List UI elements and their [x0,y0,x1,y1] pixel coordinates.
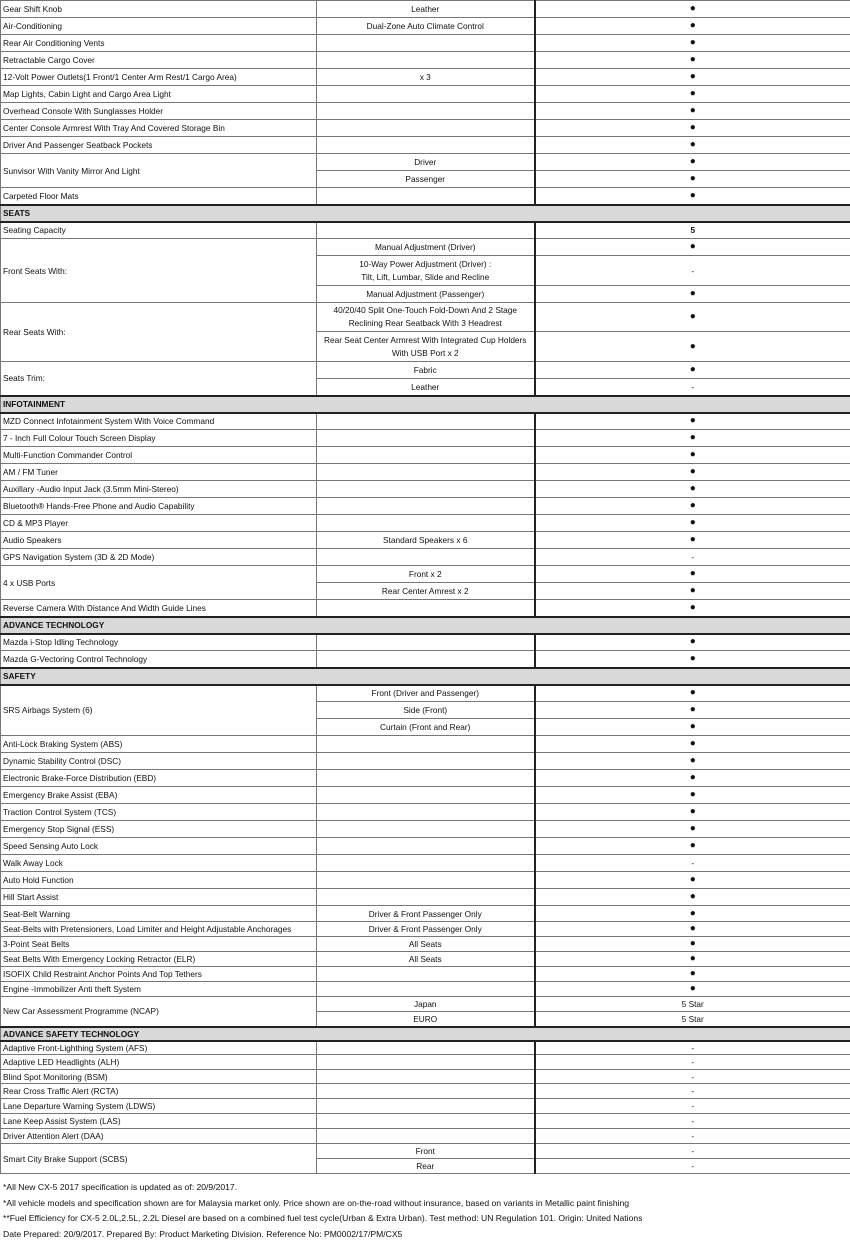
feature-detail [317,103,535,120]
section-header-row [1,396,850,413]
section-header: ADVANCE SAFETY TECHNOLOGY [1,1027,850,1041]
feature-detail-line: Reclining Rear Seatback With 3 Headrest [319,317,532,330]
feature-name: Retractable Cargo Cover [1,52,317,69]
table-row [1,362,850,379]
feature-detail [317,447,535,464]
feature-value: ● [535,69,850,86]
table-row [1,736,850,753]
section-header: ADVANCE TECHNOLOGY [1,617,850,634]
feature-name: Seating Capacity [1,222,317,239]
feature-name: Mazda i-Stop Idling Technology [1,634,317,651]
feature-value: ● [535,413,850,430]
feature-detail: Curtain (Front and Rear) [317,719,535,736]
feature-name: Traction Control System (TCS) [1,804,317,821]
feature-name: Sunvisor With Vanity Mirror And Light [1,154,317,188]
feature-name: Seat-Belt Warning [1,906,317,922]
feature-name: Bluetooth® Hands-Free Phone and Audio Capability [1,498,317,515]
feature-name: Adaptive Front-Lighthing System (AFS) [1,1041,317,1055]
feature-name: ISOFIX Child Restraint Anchor Points And Top Tethers [1,967,317,982]
spec-table-body [1,1,850,1174]
feature-value: ● [535,651,850,668]
table-row [1,1099,850,1114]
table-row [1,804,850,821]
feature-value: ● [535,719,850,736]
feature-name: Carpeted Floor Mats [1,188,317,205]
feature-value: ● [535,838,850,855]
feature-value: ● [535,171,850,188]
feature-detail [317,872,535,889]
feature-detail [317,1114,535,1129]
table-row [1,498,850,515]
table-row [1,787,850,804]
feature-name: 7 - Inch Full Colour Touch Screen Display [1,430,317,447]
feature-name: GPS Navigation System (3D & 2D Mode) [1,549,317,566]
feature-name: Reverse Camera With Distance And Width Guide Lines [1,600,317,617]
feature-name: SRS Airbags System (6) [1,685,317,736]
feature-value: ● [535,583,850,600]
feature-name: Rear Cross Traffic Alert (RCTA) [1,1084,317,1099]
feature-value: ● [535,821,850,838]
feature-detail: Rear [317,1159,535,1174]
table-row [1,188,850,205]
feature-name: AM / FM Tuner [1,464,317,481]
feature-value: - [535,1084,850,1099]
feature-value: ● [535,86,850,103]
feature-detail-line: 10-Way Power Adjustment (Driver) : [319,258,532,271]
table-row [1,922,850,937]
feature-name: Overhead Console With Sunglasses Holder [1,103,317,120]
table-row [1,103,850,120]
feature-name: Front Seats With: [1,239,317,303]
feature-value: ● [535,872,850,889]
table-row [1,982,850,997]
feature-name: Seat Belts With Emergency Locking Retractor (ELR) [1,952,317,967]
footnote-line: *All vehicle models and specification shown are for Malaysia market only. Price shown are on-the-road without insurance, based on variants in Metallic paint finishing [3,1196,642,1212]
feature-detail [317,1070,535,1084]
feature-detail-line: Rear Seat Center Armrest With Integrated Cup Holders [319,334,532,347]
feature-value: 5 [535,222,850,239]
table-row [1,952,850,967]
footnote-line: Date Prepared: 20/9/2017. Prepared By: Product Marketing Division. Reference No: PM0002/17/PM/CX5 [3,1227,642,1242]
feature-detail [317,770,535,787]
table-row [1,1144,850,1159]
feature-value: ● [535,1,850,18]
feature-detail: Front [317,1144,535,1159]
feature-detail: Side (Front) [317,702,535,719]
feature-value: ● [535,906,850,922]
feature-detail: Fabric [317,362,535,379]
feature-detail [317,1129,535,1144]
feature-detail [317,222,535,239]
feature-value: 5 Star [535,1012,850,1027]
feature-name: Audio Speakers [1,532,317,549]
feature-detail: Manual Adjustment (Passenger) [317,286,535,303]
feature-detail [317,967,535,982]
table-row [1,855,850,872]
feature-name: Hill Start Assist [1,889,317,906]
feature-detail [317,1055,535,1070]
table-row [1,872,850,889]
table-row [1,997,850,1012]
feature-name: Rear Seats With: [1,303,317,362]
feature-value: - [535,549,850,566]
feature-value: ● [535,804,850,821]
table-row [1,821,850,838]
feature-detail: Passenger [317,171,535,188]
feature-value: ● [535,736,850,753]
feature-detail: Leather [317,1,535,18]
feature-name: CD & MP3 Player [1,515,317,532]
feature-name: Walk Away Lock [1,855,317,872]
table-row [1,937,850,952]
feature-value: ● [535,787,850,804]
table-row [1,906,850,922]
feature-name: Driver Attention Alert (DAA) [1,1129,317,1144]
feature-detail: Driver [317,154,535,171]
feature-value: 5 Star [535,997,850,1012]
feature-name: Air-Conditioning [1,18,317,35]
table-row [1,566,850,583]
feature-value: ● [535,137,850,154]
table-row [1,413,850,430]
feature-name: Engine -Immobilizer Anti theft System [1,982,317,997]
table-row [1,69,850,86]
feature-detail: Manual Adjustment (Driver) [317,239,535,256]
feature-detail [317,982,535,997]
feature-detail: Rear Center Amrest x 2 [317,583,535,600]
feature-value: - [535,1144,850,1159]
feature-value: - [535,1041,850,1055]
feature-name: Blind Spot Monitoring (BSM) [1,1070,317,1084]
table-row [1,52,850,69]
feature-detail-line: 40/20/40 Split One-Touch Fold-Down And 2 Stage [319,304,532,317]
section-header: SEATS [1,205,850,222]
feature-detail: Front x 2 [317,566,535,583]
feature-value: ● [535,600,850,617]
feature-detail [317,889,535,906]
feature-detail [317,303,535,332]
feature-detail [317,137,535,154]
table-row [1,430,850,447]
table-row [1,889,850,906]
feature-value: ● [535,967,850,982]
section-header-row [1,1027,850,1041]
table-row [1,35,850,52]
feature-detail [317,753,535,770]
feature-detail [317,1084,535,1099]
table-row [1,600,850,617]
table-row [1,481,850,498]
feature-detail [317,600,535,617]
feature-value: ● [535,566,850,583]
feature-value: ● [535,952,850,967]
feature-value: ● [535,18,850,35]
feature-value: ● [535,498,850,515]
feature-value: ● [535,532,850,549]
feature-value: ● [535,634,850,651]
feature-value: ● [535,889,850,906]
feature-name: Seats Trim: [1,362,317,396]
feature-name: Speed Sensing Auto Lock [1,838,317,855]
feature-detail: Japan [317,997,535,1012]
feature-value: - [535,1129,850,1144]
feature-detail [317,515,535,532]
table-row [1,18,850,35]
table-row [1,515,850,532]
feature-detail [317,86,535,103]
table-row [1,549,850,566]
feature-detail [317,838,535,855]
feature-detail: EURO [317,1012,535,1027]
table-row [1,137,850,154]
feature-detail [317,549,535,566]
feature-name: Gear Shift Knob [1,1,317,18]
feature-value: ● [535,239,850,256]
table-row [1,753,850,770]
feature-value: ● [535,982,850,997]
feature-detail [317,120,535,137]
feature-value: ● [535,103,850,120]
table-row [1,838,850,855]
table-row [1,685,850,702]
section-header-row [1,617,850,634]
feature-name: 12-Volt Power Outlets(1 Front/1 Center Arm Rest/1 Cargo Area) [1,69,317,86]
feature-detail: All Seats [317,937,535,952]
feature-detail [317,736,535,753]
table-row [1,967,850,982]
feature-name: Emergency Stop Signal (ESS) [1,821,317,838]
footnote-line: **Fuel Efficiency for CX-5 2.0L,2.5L, 2.2L Diesel are based on a combined fuel test cycle(Urban & Extra Urban). Test method: UN Regulation 101. Origin: United Nations [3,1211,642,1227]
table-row [1,770,850,787]
feature-detail [317,35,535,52]
feature-name: Auxillary -Audio Input Jack (3.5mm Mini-Stereo) [1,481,317,498]
feature-name: Lane Keep Assist System (LAS) [1,1114,317,1129]
feature-name: Multi-Function Commander Control [1,447,317,464]
table-row [1,154,850,171]
table-row [1,1129,850,1144]
table-row [1,86,850,103]
feature-value: ● [535,447,850,464]
feature-value: ● [535,770,850,787]
feature-name: New Car Assessment Programme (NCAP) [1,997,317,1027]
table-row [1,1114,850,1129]
feature-detail [317,787,535,804]
feature-detail: Driver & Front Passenger Only [317,922,535,937]
feature-value: ● [535,154,850,171]
section-header: SAFETY [1,668,850,685]
feature-name: Center Console Armrest With Tray And Covered Storage Bin [1,120,317,137]
feature-name: Adaptive LED Headlights (ALH) [1,1055,317,1070]
feature-value: - [535,1114,850,1129]
feature-detail-line: Tilt, Lift, Lumbar, Slide and Recline [319,271,532,284]
feature-detail [317,413,535,430]
feature-name: MZD Connect Infotainment System With Voice Command [1,413,317,430]
feature-name: Emergency Brake Assist (EBA) [1,787,317,804]
feature-value: ● [535,362,850,379]
feature-name: Anti-Lock Braking System (ABS) [1,736,317,753]
feature-detail [317,464,535,481]
feature-value: ● [535,922,850,937]
table-row [1,634,850,651]
feature-value: ● [535,332,850,362]
table-row [1,651,850,668]
feature-value: - [535,256,850,286]
table-row [1,239,850,256]
feature-detail [317,804,535,821]
feature-value: - [535,1070,850,1084]
section-header-row [1,668,850,685]
table-row [1,447,850,464]
feature-name: Map Lights, Cabin Light and Cargo Area Light [1,86,317,103]
feature-detail [317,1041,535,1055]
table-row [1,532,850,549]
table-row [1,120,850,137]
table-row [1,1041,850,1055]
feature-value: ● [535,35,850,52]
feature-name: Mazda G-Vectoring Control Technology [1,651,317,668]
section-header: INFOTAINMENT [1,396,850,413]
feature-detail: Front (Driver and Passenger) [317,685,535,702]
feature-detail [317,256,535,286]
feature-value: ● [535,52,850,69]
feature-detail-line: With USB Port x 2 [319,347,532,360]
feature-name: Lane Departure Warning System (LDWS) [1,1099,317,1114]
feature-detail [317,1099,535,1114]
feature-value: ● [535,685,850,702]
table-row [1,1,850,18]
feature-value: ● [535,702,850,719]
feature-detail: Standard Speakers x 6 [317,532,535,549]
feature-name: 3-Point Seat Belts [1,937,317,952]
feature-name: Smart City Brake Support (SCBS) [1,1144,317,1174]
feature-name: Rear Air Conditioning Vents [1,35,317,52]
feature-value: ● [535,120,850,137]
feature-detail [317,821,535,838]
feature-detail: Leather [317,379,535,396]
table-row [1,1070,850,1084]
feature-value: ● [535,464,850,481]
feature-value: ● [535,753,850,770]
feature-name: 4 x USB Ports [1,566,317,600]
feature-value: - [535,855,850,872]
feature-detail [317,855,535,872]
table-row [1,303,850,332]
feature-detail [317,188,535,205]
feature-value: - [535,379,850,396]
feature-name: Driver And Passenger Seatback Pockets [1,137,317,154]
feature-detail [317,498,535,515]
feature-value: ● [535,515,850,532]
footnote-line: *All New CX-5 2017 specification is updated as of: 20/9/2017. [3,1180,642,1196]
feature-detail: Driver & Front Passenger Only [317,906,535,922]
feature-detail [317,651,535,668]
feature-value: ● [535,286,850,303]
feature-value: ● [535,481,850,498]
feature-detail: All Seats [317,952,535,967]
feature-name: Dynamic Stability Control (DSC) [1,753,317,770]
feature-value: - [535,1159,850,1174]
feature-value: - [535,1099,850,1114]
section-header-row [1,205,850,222]
feature-detail [317,52,535,69]
table-row [1,1084,850,1099]
footnotes [3,1180,642,1242]
feature-value: ● [535,303,850,332]
feature-name: Electronic Brake-Force Distribution (EBD) [1,770,317,787]
feature-name: Seat-Belts with Pretensioners, Load Limiter and Height Adjustable Anchorages [1,922,317,937]
feature-name: Auto Hold Function [1,872,317,889]
feature-detail [317,430,535,447]
table-row [1,222,850,239]
feature-detail: Dual-Zone Auto Climate Control [317,18,535,35]
feature-detail [317,634,535,651]
feature-detail: x 3 [317,69,535,86]
feature-value: ● [535,937,850,952]
table-row [1,1055,850,1070]
feature-detail [317,332,535,362]
table-row [1,464,850,481]
feature-value: - [535,1055,850,1070]
feature-value: ● [535,430,850,447]
feature-value: ● [535,188,850,205]
feature-detail [317,481,535,498]
